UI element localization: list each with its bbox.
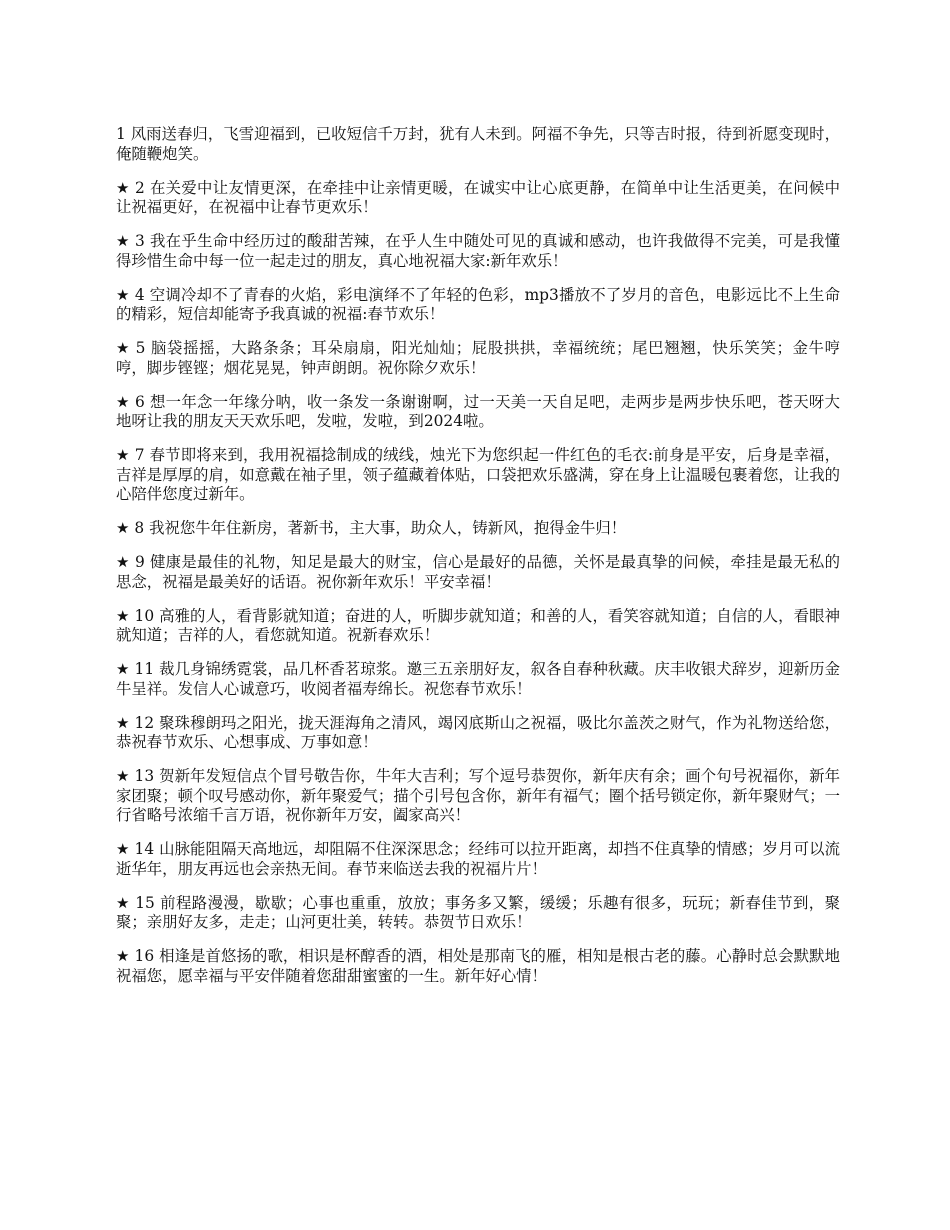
wish-paragraph [116,607,840,646]
paragraph-number: 8 [134,519,145,537]
wish-paragraph [116,714,840,753]
paragraph-text: 空调冷却不了青春的火焰，彩电演绎不了年轻的色彩，mp3播放不了岁月的音色，电影远比不上生命的精彩，短信却能寄予我真诚的祝福:春节欢乐！ [116,285,840,323]
star-icon: ★ [116,606,130,625]
star-icon: ★ [116,947,130,965]
paragraph-number: 12 [134,713,155,732]
paragraph-text: 我在乎生命中经历过的酸甜苦辣，在乎人生中随处可见的真诚和感动，也许我做得不完美，可是我懂得珍惜生命中每一位一起走过的朋友，真心地祝福大家:新年欢乐！ [116,232,840,270]
paragraph-text: 在关爱中让友情更深，在牵挂中让亲情更暖，在诚实中让心底更静，在简单中让生活更美，在问候中让祝福更好，在祝福中让春节更欢乐！ [116,178,840,216]
star-icon: ★ [116,519,130,537]
paragraph-number: 9 [134,553,145,571]
wish-paragraph [116,947,840,986]
paragraph-number: 3 [134,232,145,250]
paragraph-text: 高雅的人，看背影就知道；奋进的人，听脚步就知道；和善的人，看笑容就知道；自信的人，看眼神就知道；吉祥的人，看您就知道。祝新春欢乐！ [116,606,840,644]
paragraph-number: 7 [134,446,145,464]
paragraph-text: 山脉能阻隔天高地远，却阻隔不住深深思念；经纬可以拉开距离，却挡不住真挚的情感；岁月可以流逝华年，朋友再远也会亲热无间。春节来临送去我的祝福片片！ [116,840,840,878]
star-icon: ★ [116,553,130,571]
wish-paragraph [116,179,840,218]
star-icon: ★ [116,893,130,912]
paragraph-text: 我祝您牛年住新房，著新书，主大事，助众人，铸新风，抱得金牛归！ [149,519,627,537]
paragraph-number: 16 [134,947,155,965]
star-icon: ★ [116,446,130,464]
paragraph-number: 1 [116,125,126,143]
wish-paragraph [116,767,840,826]
paragraph-number: 4 [134,285,145,304]
wish-paragraph [116,553,840,592]
paragraph-text: 想一年念一年缘分呐，收一条发一条谢谢啊，过一天美一天自足吧，走两步是两步快乐吧，苍天呀大地呀让我的朋友天天欢乐吧，发啦，发啦，到2024啦。 [116,392,840,430]
paragraph-number: 10 [134,606,155,625]
paragraph-number: 14 [134,840,155,858]
wish-paragraph [116,446,840,505]
paragraph-number: 15 [135,893,155,912]
star-icon: ★ [116,713,130,732]
star-icon: ★ [116,840,130,858]
paragraph-text: 春节即将来到，我用祝福捻制成的绒线，烛光下为您织起一件红色的毛衣:前身是平安，后身是幸福，吉祥是厚厚的肩，如意戴在袖子里，领子蕴藏着体贴，口袋把欢乐盛满，穿在身上让温暖包裹着您，让我的心陪伴您度过新年。 [116,446,840,503]
paragraph-number: 13 [134,767,155,785]
paragraph-text: 健康是最佳的礼物，知足是最大的财宝，信心是最好的品德，关怀是最真挚的问候，牵挂是最无私的思念，祝福是最美好的话语。祝你新年欢乐！平安幸福！ [116,553,840,591]
paragraph-text: 脑袋摇摇，大路条条；耳朵扇扇，阳光灿灿；屁股拱拱，幸福统统；尾巴翘翘，快乐笑笑；金牛哼哼，脚步铿铿；烟花晃晃，钟声朗朗。祝你除夕欢乐！ [116,339,840,377]
wish-paragraph [116,660,840,699]
wish-paragraph [116,393,840,432]
paragraph-text: 前程路漫漫，歇歇；心事也重重，放放；事务多又繁，缓缓；乐趣有很多，玩玩；新春佳节到，聚聚；亲朋好友多，走走；山河更壮美，转转。恭贺节日欢乐！ [116,893,840,931]
wish-paragraph [116,286,840,325]
wish-paragraph [116,125,840,164]
document-body [116,125,840,986]
paragraph-text: 聚珠穆朗玛之阳光，拢天涯海角之清风，竭冈底斯山之祝福，吸比尔盖茨之财气，作为礼物送给您，恭祝春节欢乐、心想事成、万事如意！ [116,713,840,751]
wish-paragraph [116,894,840,933]
paragraph-text: 贺新年发短信点个冒号敬告你，牛年大吉利；写个逗号恭贺你，新年庆有余；画个句号祝福你，新年家团聚；顿个叹号感动你，新年聚爱气；描个引号包含你，新年有福气；圈个括号锁定你，新年聚财气；一行省略号浓缩千言万语，祝你新年万安，阖家高兴！ [116,767,840,824]
star-icon: ★ [116,285,130,304]
star-icon: ★ [116,660,130,678]
paragraph-text: 裁几身锦绣霓裳，品几杯香茗琼浆。邀三五亲朋好友，叙各自春种秋藏。庆丰收银犬辞岁，迎新历金牛呈祥。发信人心诚意巧，收阅者福寿绵长。祝您春节欢乐！ [116,660,840,698]
wish-paragraph [116,519,840,539]
paragraph-number: 11 [134,660,155,678]
star-icon: ★ [116,767,130,785]
star-icon: ★ [116,339,131,357]
wish-paragraph [116,232,840,271]
star-icon: ★ [116,232,130,250]
paragraph-number: 2 [134,178,145,197]
paragraph-text: 相逢是首悠扬的歌，相识是杯醇香的酒，相处是那南飞的雁，相知是根古老的藤。心静时总会默默地祝福您，愿幸福与平安伴随着您甜甜蜜蜜的一生。新年好心情！ [116,947,840,985]
wish-paragraph [116,840,840,879]
paragraph-text: 风雨送春归，飞雪迎福到，已收短信千万封，犹有人未到。阿福不争先，只等吉时报，待到祈愿变现时，俺随鞭炮笑。 [116,125,840,163]
paragraph-number: 6 [134,392,145,411]
star-icon: ★ [116,178,130,197]
wish-paragraph [116,339,840,378]
star-icon: ★ [116,392,130,411]
paragraph-number: 5 [135,339,146,357]
